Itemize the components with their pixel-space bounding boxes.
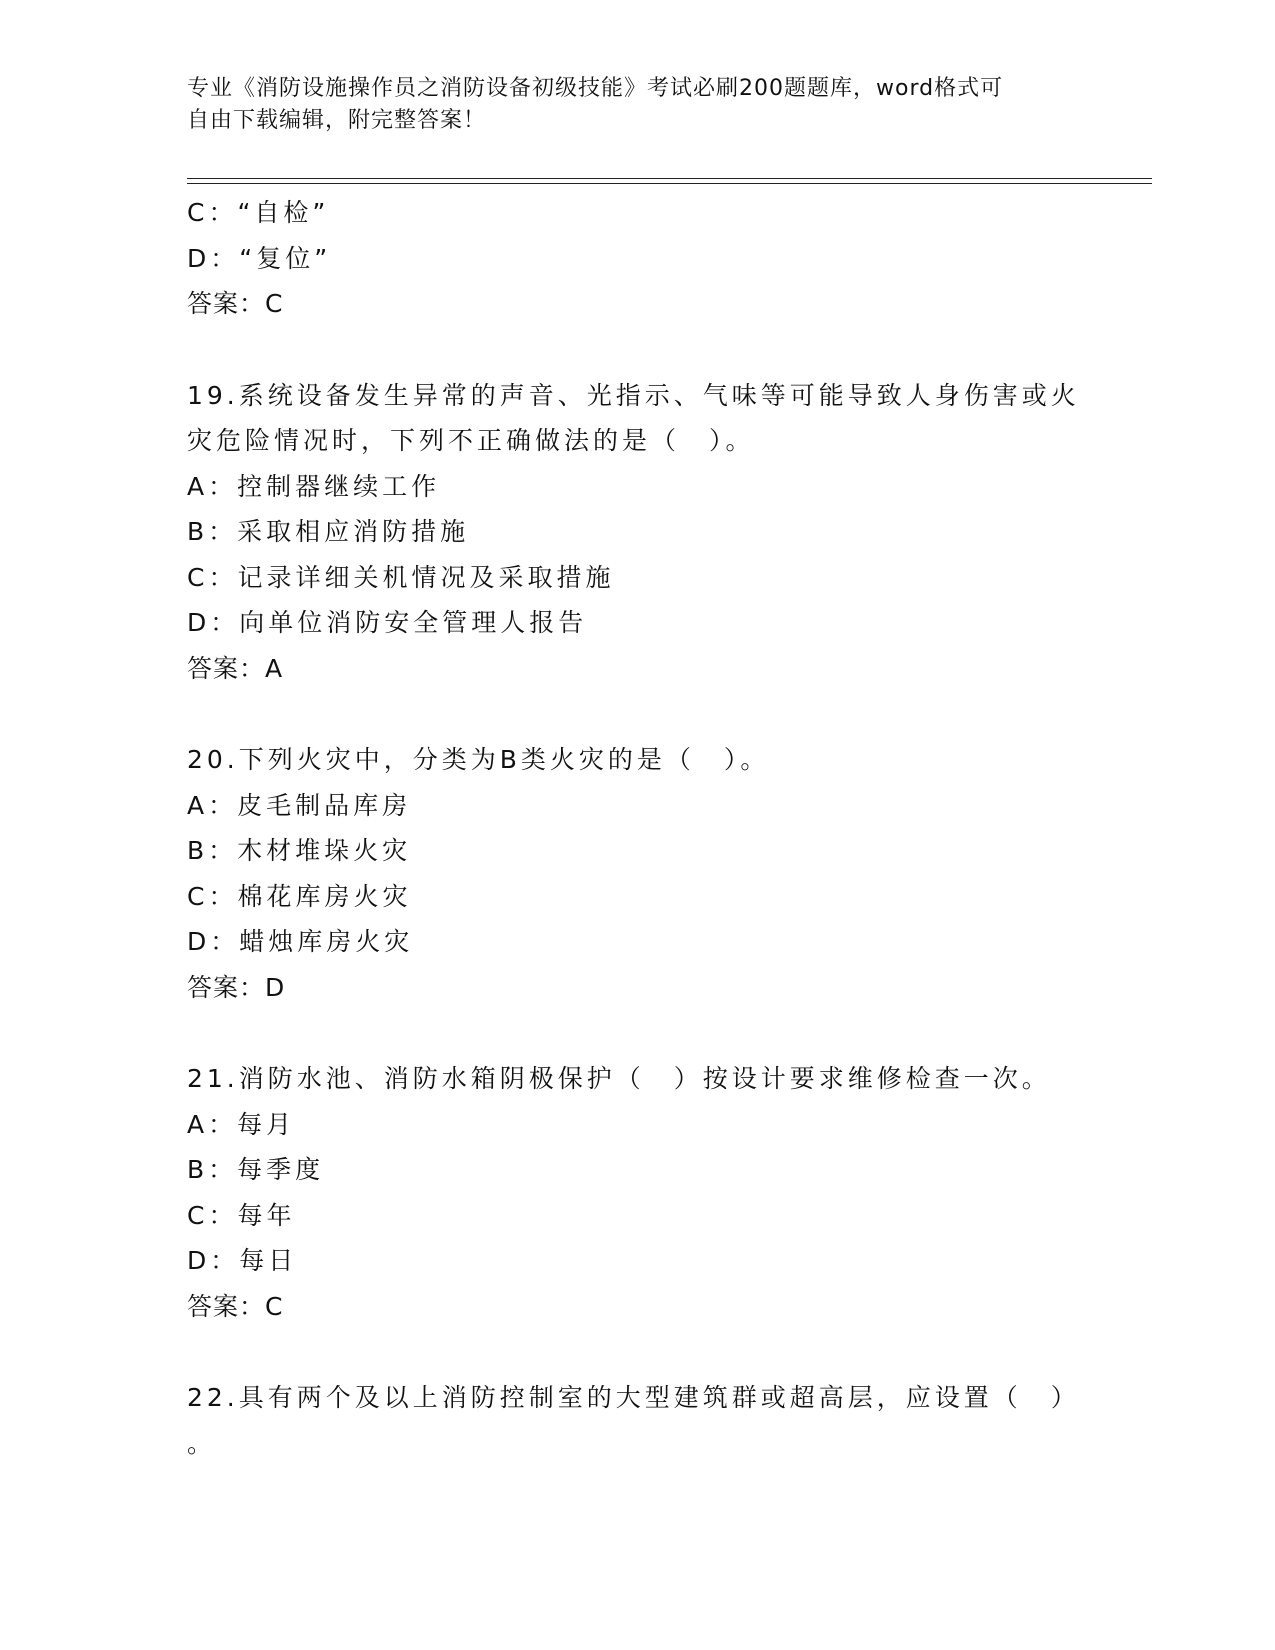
option-a: A：每月: [187, 1109, 296, 1139]
question-stem: 22.具有两个及以上消防控制室的大型建筑群或超高层，应设置（ ）: [187, 1383, 1080, 1412]
question-stem: 20.下列火灾中，分类为B类火灾的是（ ）。: [187, 745, 770, 774]
option-b: B：采取相应消防措施: [187, 517, 470, 546]
question-stem-cont: 。: [187, 1428, 217, 1458]
prev-option-d: D：“复位”: [187, 243, 332, 273]
header-divider-top: [187, 178, 1152, 179]
question-21: [187, 1056, 1147, 1329]
option-a: A：皮毛制品库房: [187, 790, 412, 820]
option-d: D：每日: [187, 1246, 298, 1275]
option-d: D：蜡烛库房火灾: [187, 927, 414, 956]
option-b: B：木材堆垛火灾: [187, 836, 412, 865]
answer: 答案：C: [187, 1291, 284, 1321]
question-stem-cont: 灾危险情况时，下列不正确做法的是（ ）。: [187, 426, 755, 455]
question-22: [187, 1375, 1147, 1466]
header-line-1: 专业《消防设施操作员之消防设备初级技能》考试必刷200题题库，word格式可: [187, 76, 1004, 101]
prev-option-c: C：“自检”: [187, 198, 330, 227]
header-line-2: 自由下载编辑，附完整答案！: [187, 108, 487, 133]
option-c: C：棉花库房火灾: [187, 881, 412, 911]
question-content: [187, 190, 1147, 1466]
option-c: C：每年: [187, 1200, 296, 1230]
question-20: [187, 737, 1147, 1010]
answer: 答案：A: [187, 653, 284, 683]
question-stem: 19.系统设备发生异常的声音、光指示、气味等可能导致人身伤害或火: [187, 380, 1080, 410]
question-19: [187, 373, 1147, 692]
option-a: A：控制器继续工作: [187, 471, 441, 501]
header-divider-bottom: [187, 183, 1152, 184]
question-stem: 21.消防水池、消防水箱阴极保护（ ）按设计要求维修检查一次。: [187, 1064, 1051, 1093]
option-c: C：记录详细关机情况及采取措施: [187, 562, 615, 592]
option-d: D：向单位消防安全管理人报告: [187, 608, 588, 637]
document-header: [187, 73, 1087, 137]
prev-answer: 答案：C: [187, 289, 284, 318]
option-b: B：每季度: [187, 1155, 325, 1184]
answer: 答案：D: [187, 972, 286, 1002]
